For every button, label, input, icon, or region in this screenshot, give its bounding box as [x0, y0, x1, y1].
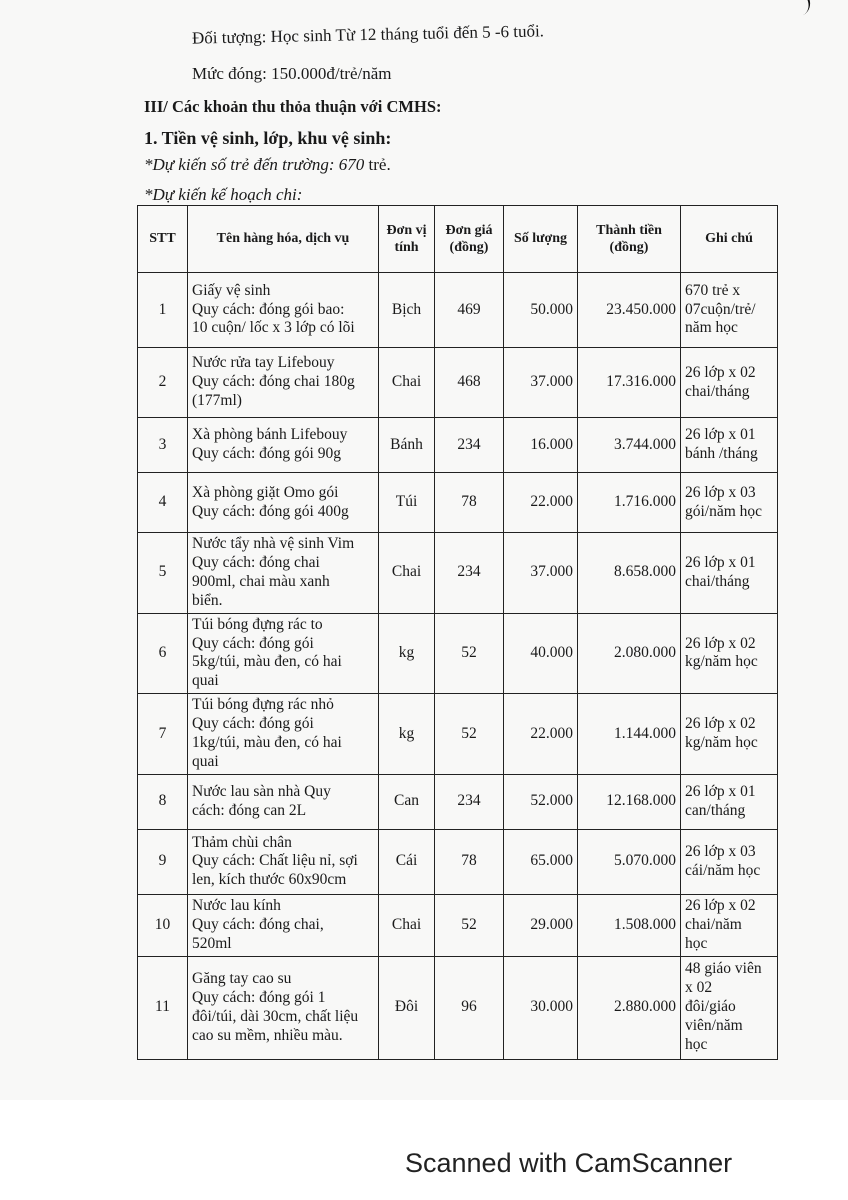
- note-line: kg/năm học: [685, 734, 758, 752]
- item-name-line: Quy cách: đóng gói 90g: [192, 445, 341, 462]
- cell-unit: Bịch: [379, 273, 435, 348]
- note-line: 26 lớp x 01: [685, 426, 756, 444]
- cell-note: [681, 613, 778, 694]
- cell-qty: 40.000: [504, 613, 578, 694]
- note-line: kg/năm học: [685, 653, 758, 671]
- cell-price: 52: [435, 613, 504, 694]
- expected-children-suffix: trẻ.: [364, 155, 391, 174]
- target-line: Đối tượng: Học sinh Từ 12 tháng tuổi đến 5 -6 tuổi.: [191, 21, 545, 48]
- note-line: học: [685, 934, 708, 952]
- cell-name: [188, 273, 379, 348]
- cell-total: 1.508.000: [578, 894, 681, 956]
- item-name-line: Nước rửa tay Lifebouy: [192, 354, 335, 372]
- cell-note: [681, 829, 778, 894]
- item-name-line: 10 cuộn/ lốc x 3 lớp có lõi: [192, 319, 355, 337]
- cell-stt: 9: [138, 829, 188, 894]
- note-line: cái/năm học: [685, 861, 761, 879]
- item-name-line: Nước lau sàn nhà Quy: [192, 782, 331, 800]
- table-row: [138, 613, 778, 694]
- cell-unit: kg: [379, 694, 435, 775]
- header-name: Tên hàng hóa, dịch vụ: [188, 206, 379, 273]
- cell-name: [188, 694, 379, 775]
- item-name-line: Nước tẩy nhà vệ sinh Vim: [192, 535, 355, 552]
- note-line: 26 lớp x 03: [685, 483, 756, 501]
- fee-line: Mức đóng: 150.000đ/trẻ/năm: [192, 64, 392, 83]
- cell-total: 17.316.000: [578, 348, 681, 418]
- cell-stt: 7: [138, 694, 188, 775]
- item-name-line: cao su mềm, nhiều màu.: [192, 1026, 343, 1044]
- cell-price: 78: [435, 829, 504, 894]
- item-name-line: Quy cách: đóng gói bao:: [192, 300, 345, 318]
- item-name-line: quai: [192, 752, 219, 770]
- cell-price: 468: [435, 348, 504, 418]
- item-name-line: Quy cách: đóng gói: [192, 634, 314, 652]
- camscanner-watermark: Scanned with CamScanner: [405, 1148, 733, 1178]
- cell-stt: 3: [138, 418, 188, 473]
- item-name-line: Găng tay cao su: [192, 969, 292, 987]
- note-line: 670 trẻ x: [685, 281, 741, 299]
- note-line: 26 lớp x 01: [685, 553, 756, 571]
- item-name-line: Túi bóng đựng rác nhỏ: [192, 696, 334, 714]
- cell-note: [681, 348, 778, 418]
- note-line: 26 lớp x 02: [685, 634, 756, 652]
- header-total: Thành tiền (đồng): [578, 206, 681, 273]
- item-name-line: Xà phòng giặt Omo gói: [192, 483, 339, 501]
- cell-unit: Chai: [379, 348, 435, 418]
- item-name-line: len, kích thước 60x90cm: [192, 871, 347, 889]
- item-name-line: Quy cách: đóng gói 1: [192, 988, 326, 1006]
- table-body: [138, 273, 778, 1060]
- cell-price: 78: [435, 473, 504, 533]
- cell-name: [188, 613, 379, 694]
- item-name-line: Túi bóng đựng rác to: [192, 615, 323, 633]
- cell-total: 2.880.000: [578, 956, 681, 1059]
- cell-unit: Chai: [379, 533, 435, 614]
- item-name-line: Quy cách: đóng gói: [192, 715, 314, 733]
- table-row: [138, 774, 778, 829]
- cell-qty: 30.000: [504, 956, 578, 1059]
- cell-qty: 22.000: [504, 473, 578, 533]
- cell-qty: 37.000: [504, 348, 578, 418]
- note-line: học: [685, 1035, 708, 1053]
- cell-note: [681, 694, 778, 775]
- cell-total: 1.144.000: [578, 694, 681, 775]
- cell-total: 2.080.000: [578, 613, 681, 694]
- cell-name: [188, 774, 379, 829]
- item-name-line: Quy cách: đóng chai: [192, 553, 320, 571]
- cell-note: [681, 273, 778, 348]
- header-note: Ghi chú: [681, 206, 778, 273]
- cell-note: [681, 473, 778, 533]
- note-line: đôi/giáo: [685, 998, 736, 1016]
- item-name-line: biển.: [192, 591, 223, 609]
- header-unit: Đơn vị tính: [379, 206, 435, 273]
- table-row: [138, 418, 778, 473]
- note-line: 26 lớp x 02: [685, 363, 756, 381]
- expected-children: [144, 155, 391, 175]
- item-name-line: Giấy vệ sinh: [192, 281, 271, 299]
- cell-unit: Cái: [379, 829, 435, 894]
- header-qty: Số lượng: [504, 206, 578, 273]
- note-line: x 02: [685, 979, 713, 997]
- cell-price: 234: [435, 533, 504, 614]
- cell-note: [681, 894, 778, 956]
- note-line: 26 lớp x 02: [685, 896, 756, 914]
- note-line: chai/năm: [685, 915, 742, 933]
- cell-qty: 22.000: [504, 694, 578, 775]
- cell-total: 12.168.000: [578, 774, 681, 829]
- cell-name: [188, 956, 379, 1059]
- note-line: chai/tháng: [685, 382, 750, 400]
- cell-qty: 37.000: [504, 533, 578, 614]
- item-name-line: Quy cách: đóng gói 400g: [192, 502, 349, 520]
- cell-name: [188, 418, 379, 473]
- expense-plan-table: [137, 205, 778, 1060]
- table-row: [138, 533, 778, 614]
- item-name-line: Quy cách: Chất liệu nỉ, sợi: [192, 852, 358, 870]
- cell-unit: Túi: [379, 473, 435, 533]
- cell-stt: 4: [138, 473, 188, 533]
- cell-name: [188, 348, 379, 418]
- cell-price: 234: [435, 774, 504, 829]
- cell-price: 52: [435, 894, 504, 956]
- cell-qty: 52.000: [504, 774, 578, 829]
- header-stt: STT: [138, 206, 188, 273]
- item-name-line: đôi/túi, dài 30cm, chất liệu: [192, 1007, 359, 1025]
- cell-price: 234: [435, 418, 504, 473]
- cell-qty: 16.000: [504, 418, 578, 473]
- item-name-line: (177ml): [192, 391, 242, 409]
- table-row: [138, 956, 778, 1059]
- cell-name: [188, 473, 379, 533]
- cell-total: 5.070.000: [578, 829, 681, 894]
- cell-note: [681, 418, 778, 473]
- cell-qty: 29.000: [504, 894, 578, 956]
- item-name-line: 900ml, chai màu xanh: [192, 572, 330, 590]
- table-header-row: [138, 206, 778, 273]
- note-line: gói/năm học: [685, 502, 763, 520]
- cell-stt: 8: [138, 774, 188, 829]
- cell-name: [188, 533, 379, 614]
- table-row: [138, 273, 778, 348]
- cell-note: [681, 956, 778, 1059]
- item-name-line: Thảm chùi chân: [192, 833, 292, 851]
- subsection-heading: 1. Tiền vệ sinh, lớp, khu vệ sinh:: [144, 128, 392, 148]
- cell-unit: Bánh: [379, 418, 435, 473]
- plan-label: *Dự kiến kế hoạch chi:: [144, 185, 303, 204]
- cell-price: 96: [435, 956, 504, 1059]
- table-row: [138, 894, 778, 956]
- item-name-line: quai: [192, 672, 219, 690]
- table-row: [138, 829, 778, 894]
- cell-total: 23.450.000: [578, 273, 681, 348]
- item-name-line: 520ml: [192, 934, 232, 952]
- item-name-line: Xà phòng bánh Lifebouy: [192, 426, 348, 444]
- note-line: 48 giáo viên: [685, 960, 762, 978]
- cell-total: 8.658.000: [578, 533, 681, 614]
- item-name-line: 5kg/túi, màu đen, có hai: [192, 653, 342, 671]
- cell-stt: 6: [138, 613, 188, 694]
- table-row: [138, 694, 778, 775]
- cell-price: 52: [435, 694, 504, 775]
- cell-note: [681, 533, 778, 614]
- cell-stt: 1: [138, 273, 188, 348]
- cell-unit: Đôi: [379, 956, 435, 1059]
- cell-qty: 65.000: [504, 829, 578, 894]
- cell-stt: 11: [138, 956, 188, 1059]
- header-price: Đơn giá (đồng): [435, 206, 504, 273]
- cell-note: [681, 774, 778, 829]
- note-line: viên/năm: [685, 1017, 743, 1035]
- note-line: năm học: [685, 319, 738, 337]
- note-line: 07cuộn/trẻ/: [685, 300, 756, 318]
- item-name-line: 1kg/túi, màu đen, có hai: [192, 734, 342, 752]
- cell-name: [188, 894, 379, 956]
- note-line: chai/tháng: [685, 572, 750, 590]
- cell-stt: 2: [138, 348, 188, 418]
- cell-unit: kg: [379, 613, 435, 694]
- cell-unit: Can: [379, 774, 435, 829]
- cell-name: [188, 829, 379, 894]
- item-name-line: Nước lau kính: [192, 896, 281, 914]
- table-row: [138, 348, 778, 418]
- note-line: bánh /tháng: [685, 445, 758, 462]
- item-name-line: cách: đóng can 2L: [192, 801, 307, 819]
- note-line: can/tháng: [685, 801, 746, 819]
- cell-stt: 5: [138, 533, 188, 614]
- cell-total: 1.716.000: [578, 473, 681, 533]
- item-name-line: Quy cách: đóng chai,: [192, 915, 324, 933]
- cell-price: 469: [435, 273, 504, 348]
- note-line: 26 lớp x 03: [685, 842, 756, 860]
- cell-total: 3.744.000: [578, 418, 681, 473]
- section-heading: III/ Các khoản thu thỏa thuận với CMHS:: [144, 97, 442, 116]
- note-line: 26 lớp x 01: [685, 782, 756, 800]
- cell-unit: Chai: [379, 894, 435, 956]
- table-row: [138, 473, 778, 533]
- cell-qty: 50.000: [504, 273, 578, 348]
- expected-children-label: *Dự kiến số trẻ đến trường: 670: [144, 155, 365, 174]
- note-line: 26 lớp x 02: [685, 715, 756, 733]
- item-name-line: Quy cách: đóng chai 180g: [192, 373, 355, 391]
- cell-stt: 10: [138, 894, 188, 956]
